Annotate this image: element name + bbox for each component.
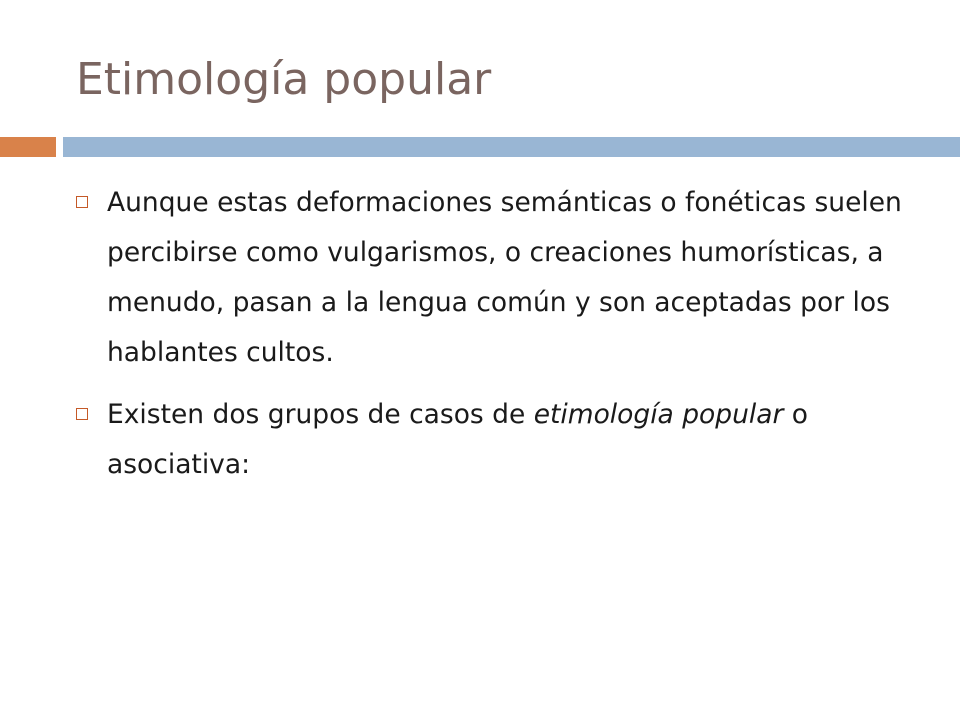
bullet-item <box>76 178 906 378</box>
bullet-item <box>76 390 906 490</box>
slide-title: Etimología popular <box>76 54 492 105</box>
title-accent-bar <box>0 137 56 157</box>
bullet-text-part: Existen dos grupos de casos de <box>107 399 534 430</box>
title-divider-rule <box>63 137 960 157</box>
bullet-text: Aunque estas deformaciones semánticas o fonéticas suelen percibirse como vulgarismos, o creaciones humorísticas, a menudo, pasan a la lengua común y son aceptadas por los hablantes cultos. <box>107 187 902 368</box>
bullet-text-part: o asociativa: <box>107 399 809 480</box>
square-bullet-icon <box>76 408 88 420</box>
bullet-text-emphasis: etimología popular <box>533 399 784 430</box>
bullet-list <box>76 178 906 502</box>
bullet-text <box>107 399 808 480</box>
square-bullet-icon <box>76 196 88 208</box>
